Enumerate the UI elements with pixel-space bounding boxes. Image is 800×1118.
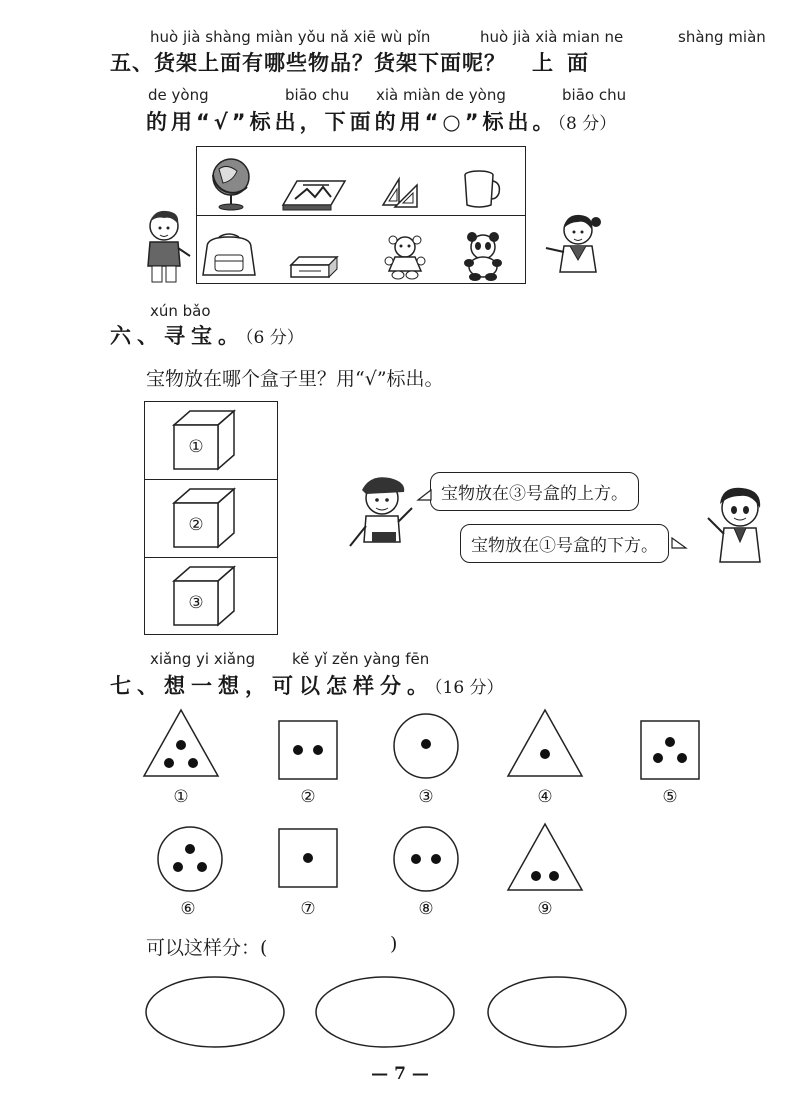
q5-pinyin-3: shàng miàn — [678, 28, 766, 46]
shape-1-triangle-3dots[interactable] — [142, 708, 220, 778]
group-ellipse-3[interactable] — [486, 975, 628, 1049]
pencil-box-icon[interactable] — [287, 253, 339, 281]
answer-close: ) — [390, 933, 398, 955]
q5-line1-a: 五、货架上面有哪些物品？ — [110, 51, 374, 75]
book-icon[interactable] — [279, 177, 347, 213]
cube-1[interactable] — [172, 409, 236, 471]
q5-line1-c: 上面 — [532, 51, 602, 75]
box-divider-1 — [145, 479, 277, 480]
shape-7-label: ⑦ — [300, 899, 316, 919]
shape-6-label: ⑥ — [180, 899, 196, 919]
shape-8-label: ⑧ — [418, 899, 434, 919]
group-ellipse-1[interactable] — [144, 975, 286, 1049]
shape-5-label: ⑤ — [662, 787, 678, 807]
shape-5-square-3dots[interactable] — [640, 720, 700, 780]
group-ellipse-2[interactable] — [314, 975, 456, 1049]
shelf-divider — [197, 215, 525, 216]
q5-question-line2 — [146, 106, 616, 136]
q7-title-a: 七、想一想， — [110, 674, 272, 698]
shape-1-label: ① — [173, 787, 189, 807]
q5-pinyin-6: xià miàn de yòng — [376, 86, 506, 104]
cup-icon[interactable] — [461, 169, 501, 211]
triangle-ruler-icon[interactable] — [377, 173, 421, 213]
q6-score: （6 分） — [245, 328, 304, 348]
answer-blank[interactable] — [286, 930, 386, 958]
q5-line1-b: 货架下面呢？ — [374, 51, 506, 75]
bubble-1-tail — [418, 490, 432, 504]
shape-7-square-1dot[interactable] — [278, 828, 338, 888]
shape-2-square-2dots[interactable] — [278, 720, 338, 780]
cube-2[interactable] — [172, 487, 236, 549]
shape-4-label: ④ — [537, 787, 553, 807]
q6-instruction: 宝物放在哪个盒子里？用“√”标出。 — [146, 368, 444, 390]
q5-question-line1 — [110, 47, 602, 77]
q7-title-b: 可以怎样分。 — [272, 674, 434, 698]
shape-8-circle-2dots[interactable] — [392, 825, 460, 893]
shape-9-label: ⑨ — [537, 899, 553, 919]
doll-icon[interactable] — [383, 235, 427, 281]
page-number: — 7 — — [371, 1064, 429, 1084]
globe-icon[interactable] — [207, 153, 253, 211]
shelf — [196, 146, 526, 284]
shape-3-label: ③ — [418, 787, 434, 807]
girl-cartoon-icon — [540, 212, 606, 282]
q5-pinyin-5: biāo chu — [285, 86, 350, 104]
box-divider-2 — [145, 557, 277, 558]
shape-2-label: ② — [300, 787, 316, 807]
q6-title — [110, 320, 304, 350]
bubble-2-tail — [672, 538, 688, 552]
boy-cartoon-icon — [140, 208, 194, 284]
cube-1-label: ① — [188, 437, 204, 457]
q7-pinyin-2: kě yǐ zěn yàng fēn — [292, 650, 430, 668]
cube-3-label: ③ — [188, 593, 204, 613]
speech-bubble-1: 宝物放在③号盒的上方。 — [430, 472, 639, 511]
q5-pinyin-4: de yòng — [148, 86, 209, 104]
panda-icon[interactable] — [461, 233, 505, 281]
shape-3-circle-1dot[interactable] — [392, 712, 460, 780]
cube-2-label: ② — [188, 515, 204, 535]
shape-9-triangle-2dots[interactable] — [506, 822, 584, 892]
shape-4-triangle-1dot[interactable] — [506, 708, 584, 778]
q5-pinyin-1: huò jià shàng miàn yǒu nǎ xiē wù pǐn — [150, 28, 431, 46]
q6-pinyin: xún bǎo — [150, 302, 211, 320]
q5-pinyin-7: biāo chu — [562, 86, 627, 104]
boy-with-cap-icon — [346, 472, 430, 552]
q7-title — [110, 670, 504, 700]
q6-title-text: 六、寻宝。 — [110, 324, 245, 348]
girl-pointing-icon — [700, 484, 770, 568]
backpack-icon[interactable] — [201, 233, 259, 281]
q5-pinyin-2: huò jià xià mian ne — [480, 28, 624, 46]
shape-6-circle-3dots[interactable] — [156, 825, 224, 893]
speech-bubble-2: 宝物放在①号盒的下方。 — [460, 524, 669, 563]
q7-pinyin-1: xiǎng yi xiǎng — [150, 650, 256, 668]
answer-prompt: 可以这样分：( — [146, 937, 268, 959]
q7-score: （16 分） — [434, 678, 504, 698]
cube-3[interactable] — [172, 565, 236, 627]
q5-score: （8 分） — [557, 114, 617, 134]
q5-line2: 的用“√”标出，下面的用“○”标出。 — [146, 110, 558, 134]
